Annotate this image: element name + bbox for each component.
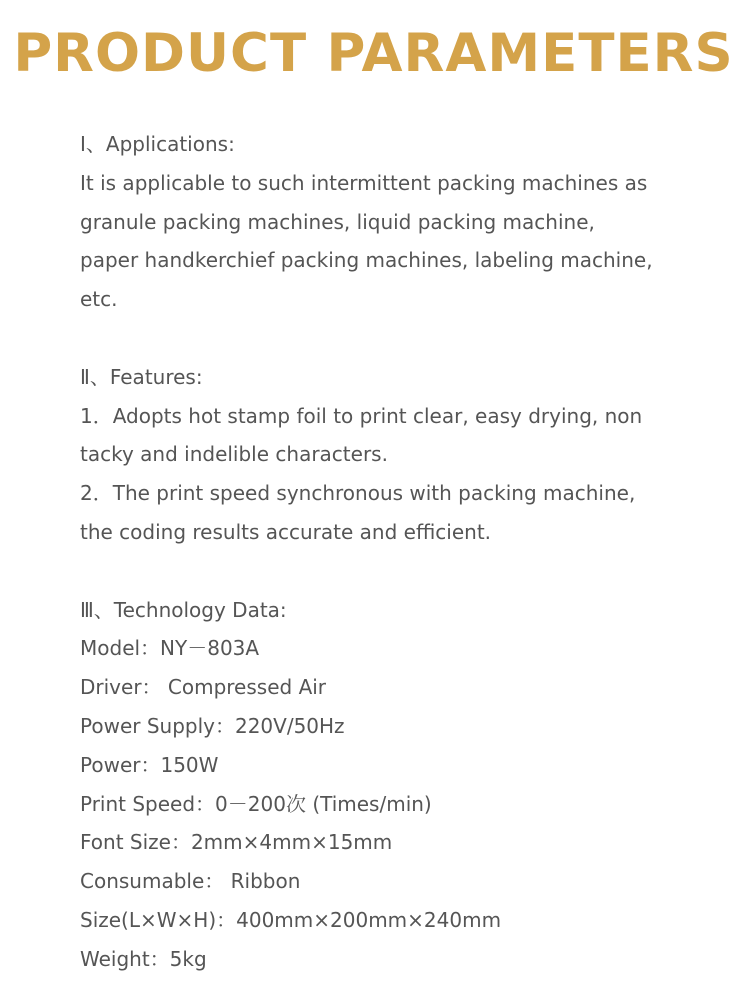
spec-size: Size(L×W×H)：400mm×200mm×240mm	[80, 907, 502, 932]
applications-line: etc.	[80, 287, 118, 312]
features-line: the coding results accurate and efficient.	[80, 519, 492, 544]
spec-font-size: Font Size：2mm×4mm×15mm	[80, 830, 393, 855]
applications-line: It is applicable to such intermittent packing machines as	[80, 170, 648, 195]
features-line: tacky and indelible characters.	[80, 442, 388, 467]
section-spacer	[80, 319, 720, 358]
applications-heading: Ⅰ、Applications:	[80, 132, 235, 156]
features-heading: Ⅱ、Features:	[80, 364, 203, 389]
spec-model: Model：NY－803A	[80, 636, 260, 661]
spec-driver: Driver： Compressed Air	[80, 675, 327, 700]
spec-print-speed: Print Speed：0－200次 (Times/min)	[80, 791, 432, 816]
features-line: 2．The print speed synchronous with packing machine,	[80, 481, 636, 506]
spec-weight: Weight：5kg	[80, 946, 207, 971]
parameters-content	[80, 125, 720, 979]
applications-line: granule packing machines, liquid packing machine,	[80, 209, 595, 234]
page-title: PRODUCT PARAMETERS	[13, 23, 734, 84]
section-spacer	[80, 552, 720, 591]
features-line: 1．Adopts hot stamp foil to print clear, easy drying, non	[80, 403, 643, 428]
spec-power-supply: Power Supply：220V/50Hz	[80, 713, 345, 738]
technology-heading: Ⅲ、Technology Data:	[80, 597, 287, 622]
spec-power: Power：150W	[80, 752, 219, 777]
applications-line: paper handkerchief packing machines, labeling machine,	[80, 248, 653, 273]
spec-consumable: Consumable： Ribbon	[80, 869, 301, 894]
